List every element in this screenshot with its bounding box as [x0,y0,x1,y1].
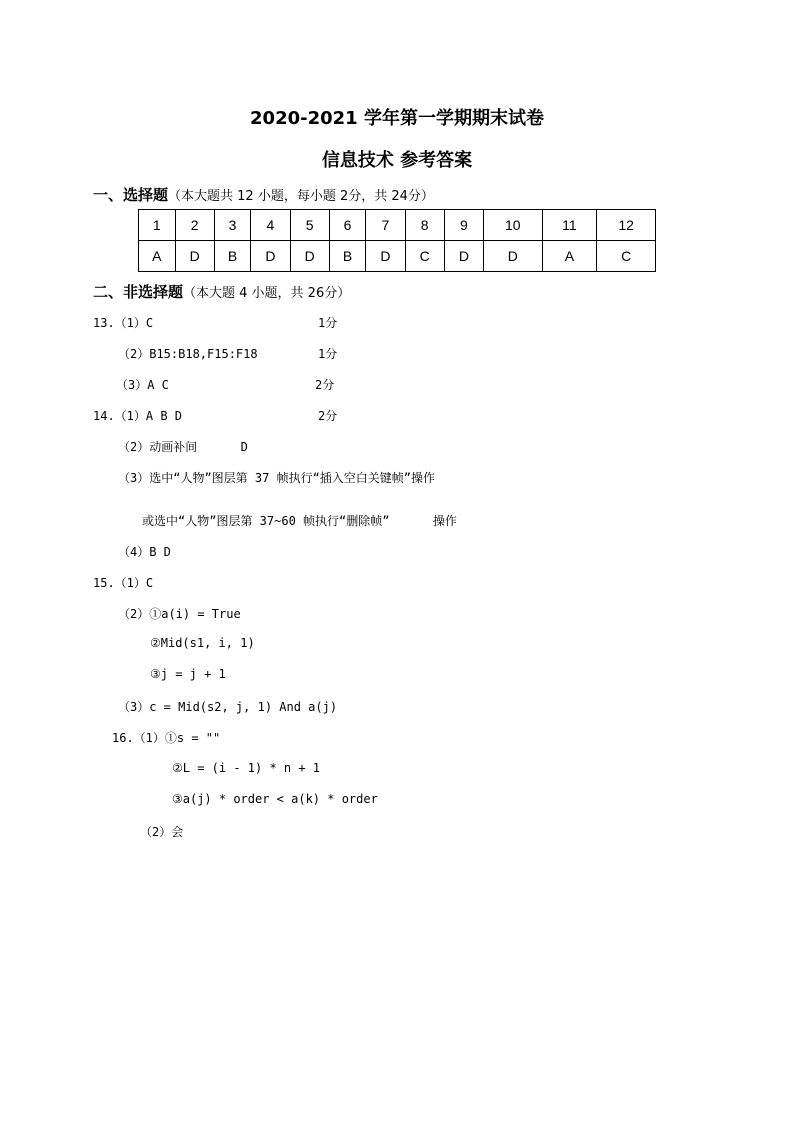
answer-14-1: 14.（1）A B D [93,409,183,423]
question-number: 6 [329,210,366,241]
answer-16-2: （2）会 [140,825,184,839]
section-2-note: （本大题 4 小题，共 26分） [183,286,351,301]
page-title: 2020-2021 学年第一学期期末试卷 [250,108,544,129]
answer-cell: C [405,241,444,272]
question-number: 12 [597,210,656,241]
answer-cell: D [484,241,543,272]
answer-cell: A [542,241,597,272]
answer-16-1-blank-2: ②L = (i - 1) * n + 1 [172,761,321,775]
answer-16-1-blank-1: 16.（1）①s = "" [112,731,221,745]
answer-14-4: （4）B D [118,545,171,559]
answer-cell: D [251,241,290,272]
question-number: 2 [175,210,214,241]
question-number: 8 [405,210,444,241]
answer-14-3: （3）选中“人物”图层第 37 帧执行“插入空白关键帧”操作 [118,471,436,485]
section-1-heading: 一、选择题 [93,186,169,204]
answer-cell: C [597,241,656,272]
question-number: 7 [366,210,405,241]
question-number: 9 [444,210,483,241]
answer-15-3: （3）c = Mid(s2, j, 1) And a(j) [118,700,338,714]
score-13-2: 1分 [318,347,338,361]
section-1-header [93,184,434,205]
section-2-heading: 二、非选择题 [93,283,184,301]
answer-13-1: 13.（1）C [93,316,154,330]
question-number: 4 [251,210,290,241]
section-2-header [93,281,350,302]
question-number: 5 [290,210,329,241]
page-subtitle: 信息技术 参考答案 [321,150,473,171]
question-number: 11 [542,210,597,241]
answer-cell: D [175,241,214,272]
answer-cell: A [139,241,176,272]
answer-15-2-blank-3: ③j = j + 1 [150,667,226,681]
question-number: 1 [139,210,176,241]
answer-cell: D [290,241,329,272]
score-13-1: 1分 [318,316,338,330]
multiple-choice-answer-table [138,209,656,272]
answer-cell: D [366,241,405,272]
question-number: 3 [214,210,251,241]
answer-13-3: （3）A C [116,378,169,392]
question-number: 10 [484,210,543,241]
answer-15-2-blank-1: （2）①a(i) = True [118,607,241,621]
answer-14-2: （2）动画补间 D [118,440,248,454]
answer-cell: B [214,241,251,272]
answer-15-1: 15.（1）C [93,576,154,590]
answer-14-3-alternative: 或选中“人物”图层第 37~60 帧执行“删除帧” 操作 [142,514,457,528]
answer-cell: B [329,241,366,272]
question-number-row [139,210,656,241]
answer-row [139,241,656,272]
answer-13-2: （2）B15:B18,F15:F18 [118,347,258,361]
answer-15-2-blank-2: ②Mid(s1, i, 1) [150,636,255,650]
score-13-3: 2分 [315,378,335,392]
section-1-note: （本大题共 12 小题，每小题 2分，共 24分） [168,189,434,204]
answer-16-1-blank-3: ③a(j) * order < a(k) * order [172,792,378,806]
answer-cell: D [444,241,483,272]
score-14-1: 2分 [318,409,338,423]
